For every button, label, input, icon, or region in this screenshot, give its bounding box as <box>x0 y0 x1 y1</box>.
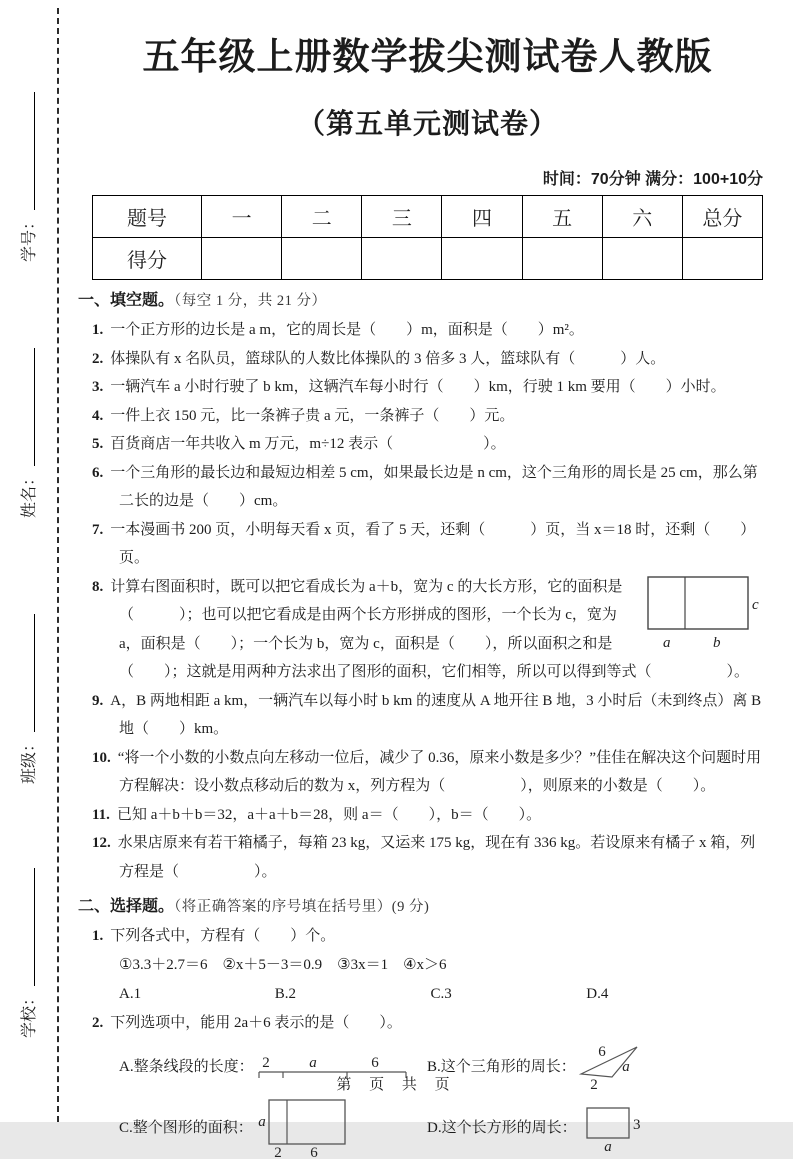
class-field <box>14 584 40 784</box>
question-text: 一件上衣 150 元，比一条裤子贵 a 元，一条裤子（ ）元。 <box>110 407 515 424</box>
question-text: 一个三角形的最长边和最短边相差 5 cm，如果最长边是 n cm，这个三角形的周长是 25 cm，那么第二长的边是（ ）cm。 <box>110 464 758 509</box>
choice-question-2 <box>92 1009 763 1038</box>
triangle-label-a: a <box>622 1059 630 1075</box>
choice-q1-options <box>92 980 763 1009</box>
score-header-cell: 五 <box>522 196 602 238</box>
figure-label-c: c <box>752 596 759 613</box>
question-item <box>92 516 763 573</box>
score-row-label: 得分 <box>93 238 202 280</box>
question-text: 一辆汽车 a 小时行驶了 b km，这辆汽车每小时行（ ）km，行驶 1 km 要用（ ）小时。 <box>110 379 726 395</box>
figure-label-a: a <box>663 634 671 651</box>
page-title: 五年级上册数学拔尖测试卷人教版 <box>142 36 713 77</box>
splitrect-label-2: 2 <box>274 1145 282 1159</box>
score-empty-cell <box>282 238 362 280</box>
question-number: 8. <box>92 578 104 595</box>
question-number: 10. <box>92 749 111 766</box>
student-name-blank <box>19 348 35 466</box>
student-name-field <box>14 318 40 518</box>
question-item <box>92 687 763 744</box>
score-table <box>92 195 763 280</box>
splitrect-label-6: 6 <box>310 1145 318 1159</box>
segment-label-2: 2 <box>261 1055 270 1071</box>
question-number: 6. <box>92 464 104 481</box>
rect-label-a: a <box>603 1139 612 1155</box>
score-empty-cell <box>442 238 522 280</box>
score-header-cell: 六 <box>602 196 682 238</box>
score-header-cell: 四 <box>442 196 522 238</box>
score-table-score-row <box>93 238 763 280</box>
choice-q1-expressions: ①3.3＋2.7＝6 ②x＋5－3＝0.9 ③3x＝1 ④x＞6 <box>119 956 447 973</box>
option-c: C.3 <box>430 985 452 1002</box>
page-subtitle: （第五单元测试卷） <box>296 108 558 139</box>
question-number: 12. <box>92 835 111 851</box>
question-item <box>92 316 763 345</box>
question-text: 已知 a＋b＋b＝32，a＋a＋b＝28，则 a＝（ ），b＝（ ）。 <box>116 806 542 823</box>
option-b-label: B.这个三角形的周长： <box>427 1058 576 1075</box>
score-empty-cell <box>682 238 762 280</box>
score-empty-cell <box>202 238 282 280</box>
option-c-cell <box>119 1097 427 1159</box>
option-b: B.2 <box>274 985 297 1002</box>
question-item <box>92 744 763 801</box>
score-header-cell: 二 <box>282 196 362 238</box>
question-text: 下列各式中，方程有（ ）个。 <box>110 928 336 944</box>
question-number: 2. <box>92 350 104 367</box>
area-figure <box>645 573 763 655</box>
split-rect-figure <box>255 1097 349 1159</box>
page-footer: 第 页 共 页 <box>336 1077 457 1093</box>
rect-label-3: 3 <box>632 1117 641 1133</box>
section1-title: 一、填空题。 <box>78 292 175 309</box>
student-id-blank <box>19 92 35 210</box>
question-number: 1. <box>92 322 104 338</box>
question-item <box>92 402 763 431</box>
rectangle-figure <box>579 1104 651 1155</box>
option-c-label: C.整个图形的面积： <box>119 1119 253 1136</box>
figure-label-b: b <box>713 634 721 651</box>
choice-question-1 <box>92 922 763 951</box>
question-text: 计算右图面积时，既可以把它看成长为 a＋b，宽为 c 的大长方形，它的面积是（ ）；也可以把它看成是由两个长方形拼成的图形，一个长为 c，宽为 a，面积是（ ）；一个长为 b，宽为 c，面积是（ ），所以面积之和是（ ）；这就是用两种方法求出了图形的面积，它们相等，所以可以得到等式（ ）。 <box>110 578 750 680</box>
student-name-label: 姓名： <box>20 469 38 518</box>
score-table-header-row <box>93 196 763 238</box>
question-number: 1. <box>92 928 104 944</box>
section2-title: 二、选择题。 <box>78 898 175 915</box>
score-header-cell: 一 <box>202 196 282 238</box>
class-label: 班级： <box>20 735 38 784</box>
student-id-field <box>14 62 40 262</box>
question-text: “将一个小数的小数点向左移动一位后，减少了 0.36，原来小数是多少？”佳佳在解决这个问题时用方程解决：设小数点移动后的数为 x，列方程为（ ），则原来的小数是（ ）。 <box>117 749 762 794</box>
score-empty-cell <box>522 238 602 280</box>
section1-note: （每空 1 分，共 21 分） <box>174 293 327 309</box>
section2-note: （将正确答案的序号填在括号里）(9 分) <box>174 899 430 915</box>
question-item-with-figure <box>92 573 763 687</box>
question-number: 7. <box>92 521 104 538</box>
score-empty-cell <box>602 238 682 280</box>
question-number: 4. <box>92 407 104 424</box>
school-label: 学校： <box>20 989 38 1038</box>
question-text: 一个正方形的边长是 a m，它的周长是（ ）m，面积是（ ）m²。 <box>110 322 584 338</box>
triangle-label-6: 6 <box>598 1044 606 1060</box>
question-number: 3. <box>92 379 104 395</box>
school-field <box>14 838 40 1038</box>
question-text: 体操队有 x 名队员，篮球队的人数比体操队的 3 倍多 3 人，篮球队有（ ）人。 <box>110 350 666 367</box>
question-number: 2. <box>92 1014 104 1031</box>
split-rectangle-figure <box>645 573 763 655</box>
school-blank <box>19 868 35 986</box>
segment-label-6: 6 <box>370 1055 379 1071</box>
option-a-label: A.整条线段的长度： <box>119 1058 254 1075</box>
segment-label-a: a <box>308 1055 317 1071</box>
section2-heading <box>78 893 763 921</box>
question-item <box>92 459 763 516</box>
section1-heading <box>78 287 763 315</box>
main-content <box>78 26 763 1159</box>
question-number: 9. <box>92 692 104 709</box>
choice-q2-option-grid <box>92 1043 763 1159</box>
class-blank <box>19 614 35 732</box>
question-item <box>92 373 763 402</box>
fold-dashed-line <box>57 8 59 1122</box>
question-item <box>92 829 763 886</box>
question-number: 5. <box>92 436 104 452</box>
question-item <box>92 430 763 459</box>
question-text: A，B 两地相距 a km，一辆汽车以每小时 b km 的速度从 A 地开往 B 地，3 小时后（未到终点）离 B 地（ ）km。 <box>110 692 762 737</box>
score-header-cell: 三 <box>362 196 442 238</box>
option-d-cell <box>427 1097 763 1159</box>
option-d-label: D.这个长方形的周长： <box>427 1119 577 1136</box>
score-header-cell: 总分 <box>682 196 762 238</box>
student-id-label: 学号： <box>20 213 38 262</box>
triangle-label-2: 2 <box>590 1077 598 1093</box>
score-header-label: 题号 <box>93 196 202 238</box>
question-number: 11. <box>92 806 110 823</box>
option-a: A.1 <box>119 985 142 1002</box>
question-item <box>92 345 763 374</box>
question-text: 水果店原来有若干箱橘子，每箱 23 kg，又运来 175 kg，现在有 336 kg。若设原来有橘子 x 箱，列方程是（ ）。 <box>117 835 756 880</box>
question-text: 百货商店一年共收入 m 万元，m÷12 表示（ ）。 <box>110 436 506 452</box>
option-d: D.4 <box>586 985 609 1002</box>
question-item <box>92 801 763 830</box>
question-text: 一本漫画书 200 页，小明每天看 x 页，看了 5 天，还剩（ ）页，当 x＝18 时，还剩（ ）页。 <box>110 521 756 566</box>
time-score-info: 时间：70分钟 满分：100+10分 <box>542 171 763 188</box>
score-empty-cell <box>362 238 442 280</box>
splitrect-label-a: a <box>258 1114 266 1130</box>
question-text: 下列选项中，能用 2a＋6 表示的是（ ）。 <box>110 1014 402 1031</box>
